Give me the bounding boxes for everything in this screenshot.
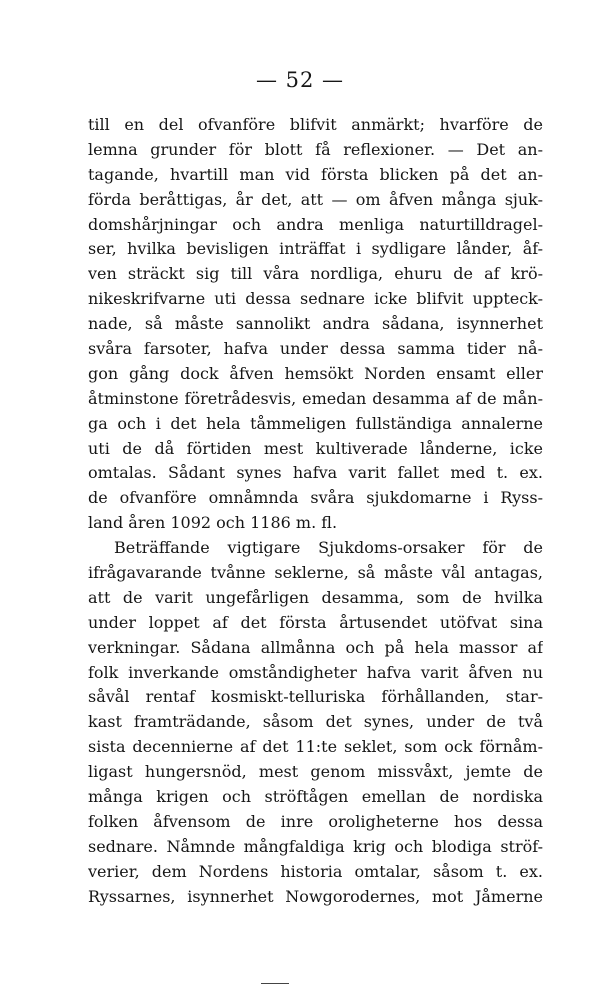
text-line: såvål rentaf kosmiskt-telluriska förhållanden, star- xyxy=(88,687,543,707)
text-line: verkningar. Sådana allmånna och på hela massor af xyxy=(88,637,543,657)
text-line: att de varit ungefårligen desamma, som de hvilka xyxy=(88,587,543,607)
body-text xyxy=(88,113,543,910)
text-line: folken åfvensom de inre oroligheterne hos dessa xyxy=(88,811,543,831)
footer-rule xyxy=(261,983,289,984)
text-line: åtminstone företrådesvis, emedan desamma af de mån- xyxy=(88,388,543,408)
text-line: svåra farsoter, hafva under dessa samma tider nå- xyxy=(88,339,543,359)
text-line: ga och i det hela tåmmeligen fullständiga annalerne xyxy=(88,413,543,433)
text-line: nade, så måste sannolikt andra sådana, isynnerhet xyxy=(88,314,543,334)
text-line: omtalas. Sådant synes hafva varit fallet med t. ex. xyxy=(88,463,543,483)
text-line: nikeskrifvarne uti dessa sednare icke blifvit uppteck- xyxy=(88,289,543,309)
page-number: — 52 — xyxy=(255,68,345,92)
text-line: ven sträckt sig till våra nordliga, ehuru de af krö- xyxy=(88,264,543,284)
text-line: sista decennierne af det 11:te seklet, som ock förnåm- xyxy=(88,737,543,757)
paragraph-end-line: land åren 1092 och 1186 m. fl. xyxy=(88,513,338,533)
text-line: kast framträdande, såsom det synes, under de två xyxy=(88,712,543,732)
text-line: uti de då förtiden mest kultiverade lånderne, icke xyxy=(88,438,543,458)
text-line: gon gång dock åfven hemsökt Norden ensamt eller xyxy=(88,363,543,383)
text-line: förda beråttigas, år det, att — om åfven många sjuk- xyxy=(88,189,543,209)
text-line: tagande, hvartill man vid första blicken på det an- xyxy=(88,164,543,184)
text-line: ser, hvilka bevisligen inträffat i sydligare lånder, åf- xyxy=(88,239,543,259)
paragraph-start-line: Beträffande vigtigare Sjukdoms-orsaker för de xyxy=(114,538,543,558)
text-line: domshårjningar och andra menliga naturtilldragel- xyxy=(88,214,543,234)
text-line: ligast hungersnöd, mest genom missvåxt, jemte de xyxy=(88,762,543,782)
text-line: många krigen och ströftågen emellan de nordiska xyxy=(88,787,543,807)
text-line: folk inverkande omståndigheter hafva varit åfven nu xyxy=(88,662,543,682)
text-line: Ryssarnes, isynnerhet Nowgorodernes, mot Jåmerne xyxy=(88,886,543,906)
text-line: de ofvanföre omnåmnda svåra sjukdomarne i Ryss- xyxy=(88,488,543,508)
text-line: under loppet af det första årtusendet utöfvat sina xyxy=(88,612,543,632)
text-line: verier, dem Nordens historia omtalar, såsom t. ex. xyxy=(88,861,543,881)
text-line: till en del ofvanföre blifvit anmärkt; hvarföre de xyxy=(88,115,543,134)
text-line: sednare. Nåmnde mångfaldiga krig och blodiga ströf- xyxy=(88,836,543,856)
text-line: ifrågavarande tvånne seklerne, så måste vål antagas, xyxy=(88,563,543,583)
text-line: lemna grunder för blott få reflexioner. — Det an- xyxy=(88,139,543,159)
